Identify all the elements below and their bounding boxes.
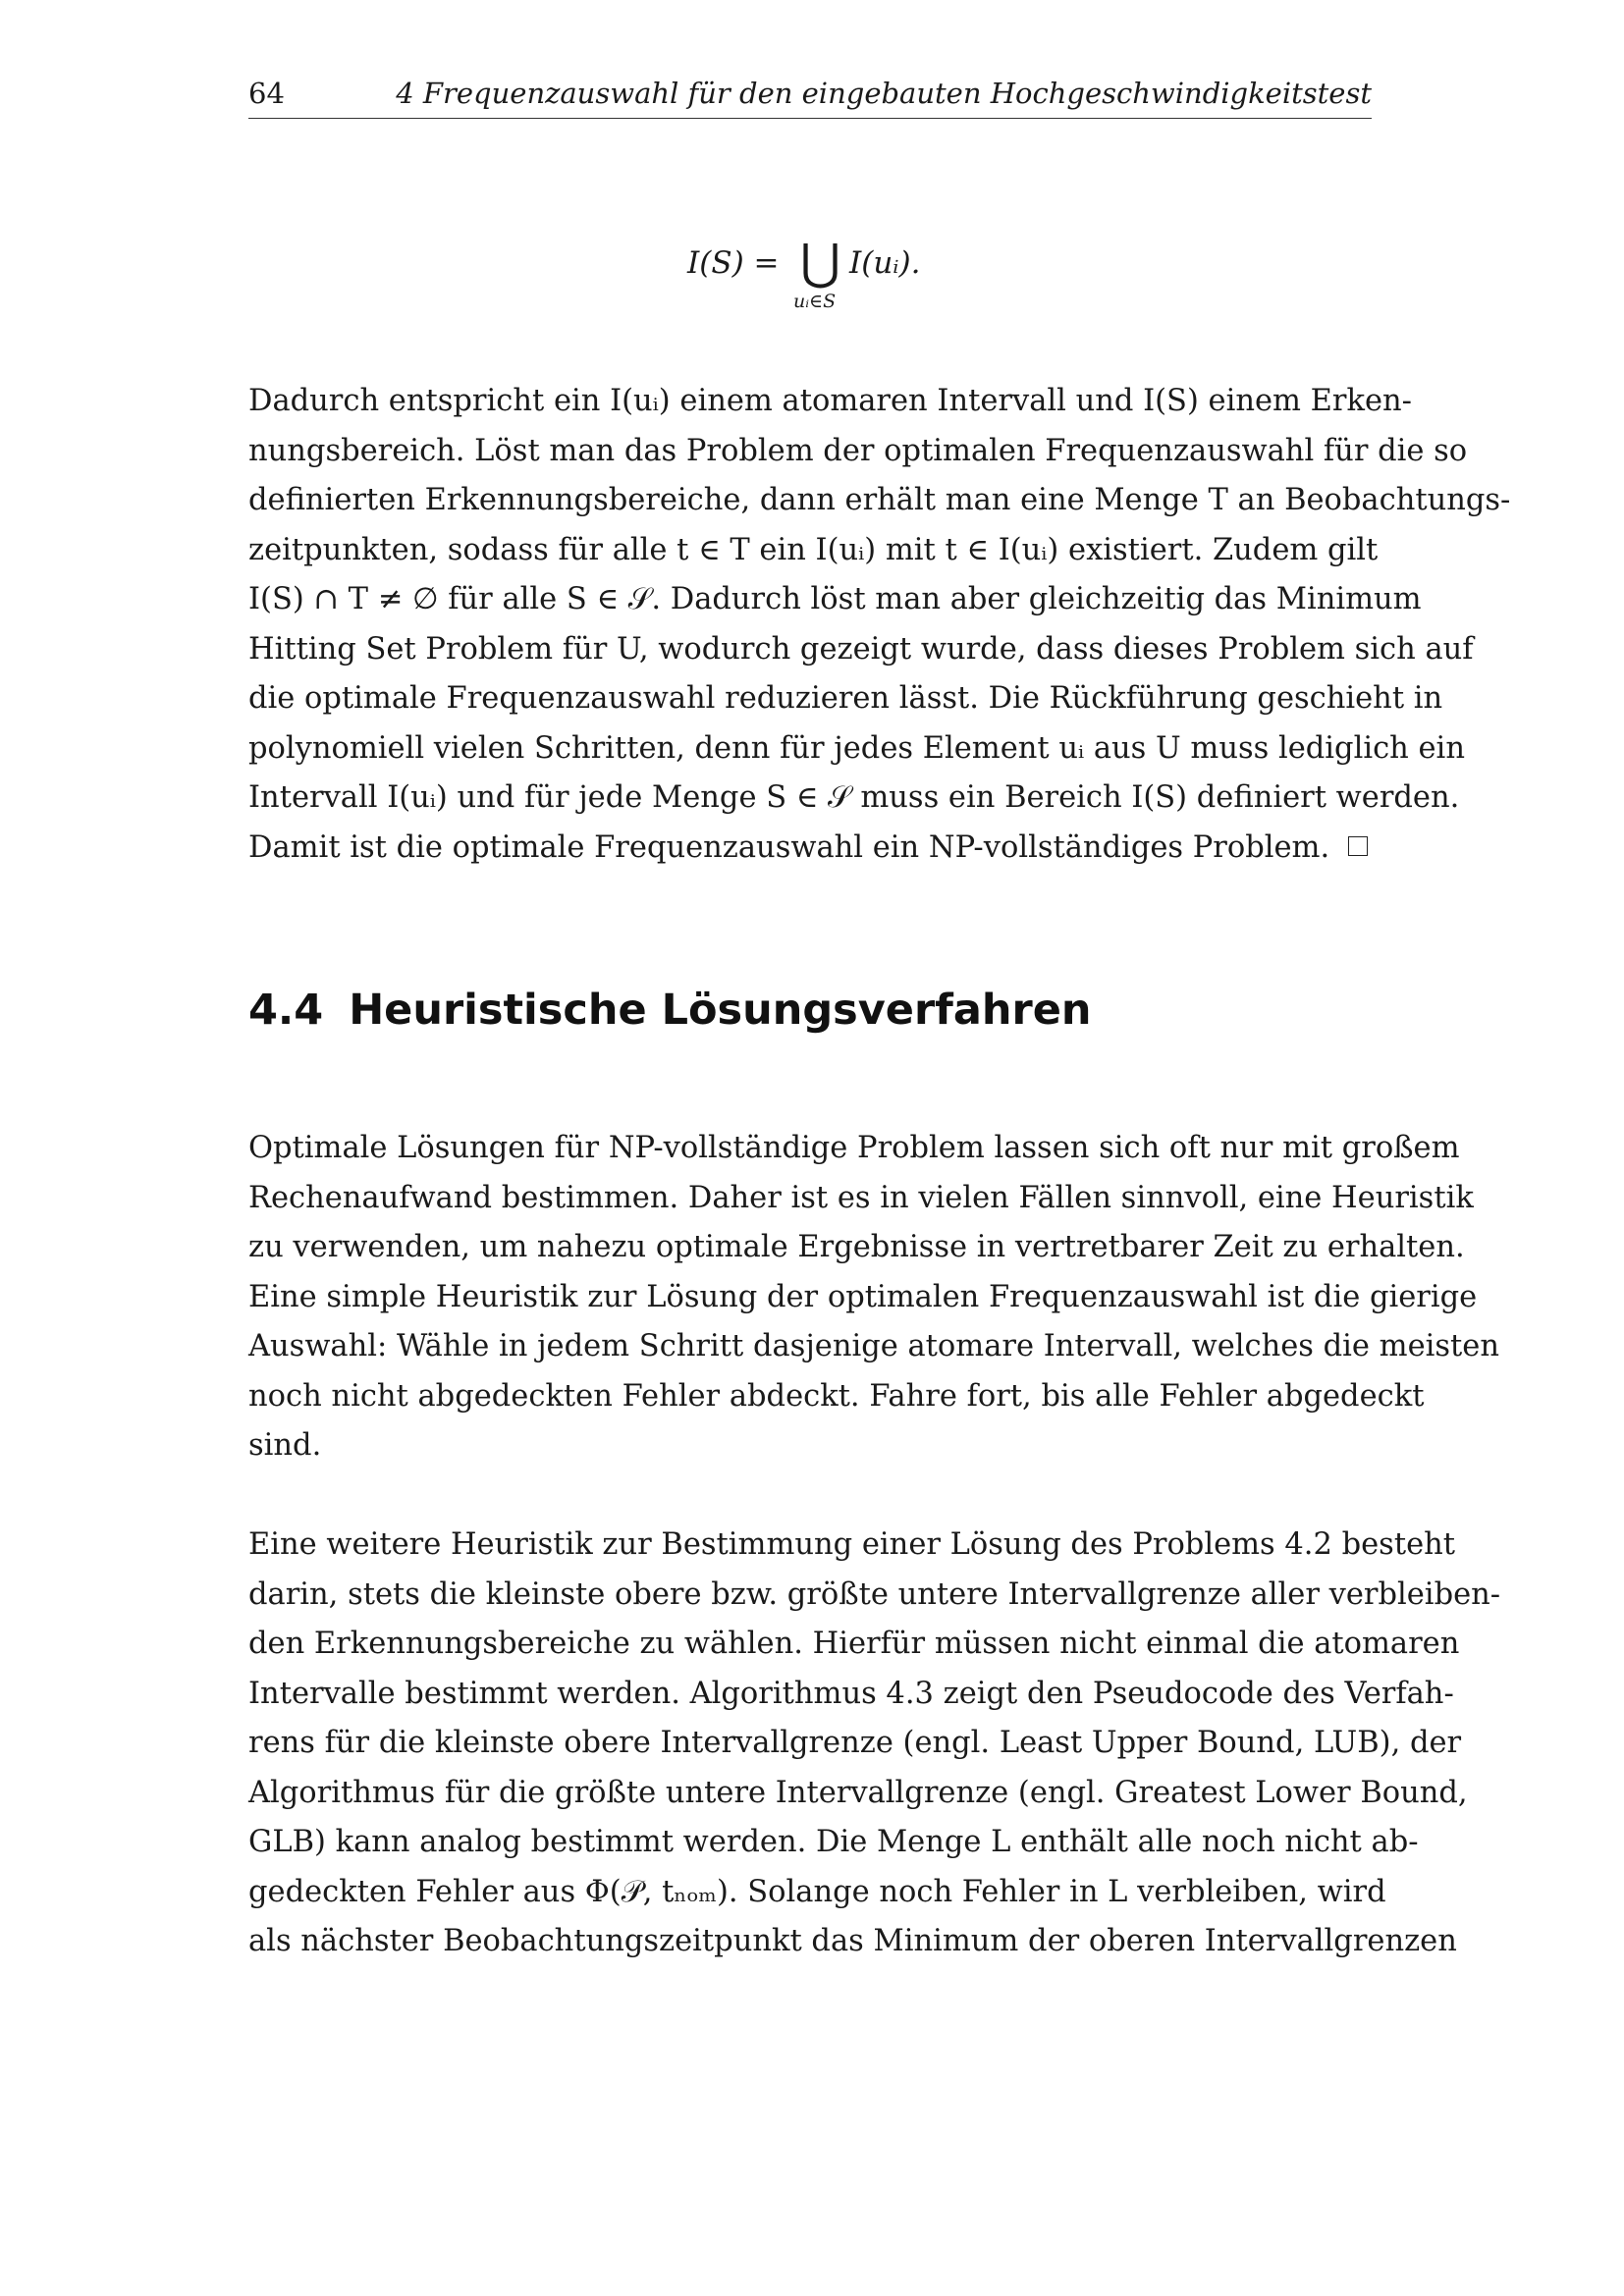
text-line: polynomiell vielen Schritten, denn für jedes Element uᵢ aus U muss lediglich ein (248, 730, 1465, 766)
text-line: zeitpunkten, sodass für alle t ∈ T ein I(uᵢ) mit t ∈ I(uᵢ) existiert. Zudem gilt (248, 532, 1379, 567)
text-line: Intervall I(uᵢ) und für jede Menge S ∈ 𝒮 muss ein Bereich I(S) definiert werden. (248, 780, 1460, 815)
page-number: 64 (248, 77, 285, 110)
text-line: als nächster Beobachtungszeitpunkt das Minimum der oberen Intervallgrenzen (248, 1924, 1457, 1958)
text-line: Auswahl: Wähle in jedem Schritt dasjenige atomare Intervall, welches die meisten (248, 1329, 1500, 1363)
text-line: gedeckten Fehler aus Φ(𝒫, tₙₒₘ). Solange noch Fehler in L verbleiben, wird (248, 1874, 1386, 1909)
display-equation (0, 236, 1624, 324)
text-line: GLB) kann analog bestimmt werden. Die Menge L enthält alle noch nicht ab- (248, 1825, 1419, 1859)
section-title: Heuristische Lösungsverfahren (349, 986, 1092, 1035)
text-line: zu verwenden, um nahezu optimale Ergebnisse in vertretbarer Zeit zu erhalten. (248, 1230, 1465, 1264)
running-title: 4 Frequenzauswahl für den eingebauten Hochgeschwindigkeitstest (396, 77, 1372, 110)
paragraph-proof-conclusion (248, 377, 1511, 873)
text-line: sind. (248, 1428, 322, 1463)
text-line: definierten Erkennungsbereiche, dann erhält man eine Menge T an Beobachtungs- (248, 483, 1511, 517)
page-header (248, 73, 1372, 122)
text-line: rens für die kleinste obere Intervallgrenze (engl. Least Upper Bound, LUB), der (248, 1726, 1462, 1760)
text-line: Damit ist die optimale Frequenzauswahl ein NP-vollständiges Problem. (248, 829, 1330, 865)
equation-lhs: I(S) = (687, 245, 780, 281)
text-line: I(S) ∩ T ≠ ∅ für alle S ∈ 𝒮. Dadurch löst man aber gleichzeitig das Minimum (248, 582, 1422, 616)
text-line: Algorithmus für die größte untere Intervallgrenze (engl. Greatest Lower Bound, (248, 1775, 1468, 1810)
section-number: 4.4 (248, 986, 324, 1035)
text-line: noch nicht abgedeckten Fehler abdeckt. Fahre fort, bis alle Fehler abgedeckt (248, 1378, 1425, 1414)
text-line: Optimale Lösungen für NP-vollständige Problem lassen sich oft nur mit großem (248, 1131, 1460, 1165)
text-line: darin, stets die kleinste obere bzw. größte untere Intervallgrenze aller verbleiben- (248, 1576, 1501, 1612)
text-line: Intervalle bestimmt werden. Algorithmus 4.3 zeigt den Pseudocode des Verfah- (248, 1676, 1454, 1711)
text-line: die optimale Frequenzauswahl reduzieren lässt. Die Rückführung geschieht in (248, 681, 1443, 716)
section-heading (248, 986, 1091, 1035)
paragraph-lub-heuristic (248, 1521, 1501, 1967)
text-line: Eine weitere Heuristik zur Bestimmung einer Lösung des Problems 4.2 besteht (248, 1527, 1456, 1562)
text-line: Rechenaufwand bestimmen. Daher ist es in vielen Fällen sinnvoll, eine Heuristik (248, 1180, 1474, 1215)
qed-square-icon (1348, 836, 1368, 856)
text-line: Dadurch entspricht ein I(uᵢ) einem atomaren Intervall und I(S) einem Erken- (248, 384, 1412, 418)
text-line: den Erkennungsbereiche zu wählen. Hierfür müssen nicht einmal die atomaren (248, 1627, 1460, 1661)
paragraph-heuristics-intro (248, 1124, 1500, 1471)
text-line: nungsbereich. Löst man das Problem der optimalen Frequenzauswahl für die so (248, 433, 1468, 468)
text-line: Eine simple Heuristik zur Lösung der optimalen Frequenzauswahl ist die gierige (248, 1279, 1478, 1314)
union-subscript: uᵢ∈S (793, 291, 837, 312)
header-rule (248, 118, 1372, 119)
big-union-operator: ⋃ (800, 234, 841, 291)
equation-rhs: I(uᵢ). (849, 245, 921, 281)
text-line: Hitting Set Problem für U, wodurch gezeigt wurde, dass dieses Problem sich auf (248, 631, 1474, 667)
